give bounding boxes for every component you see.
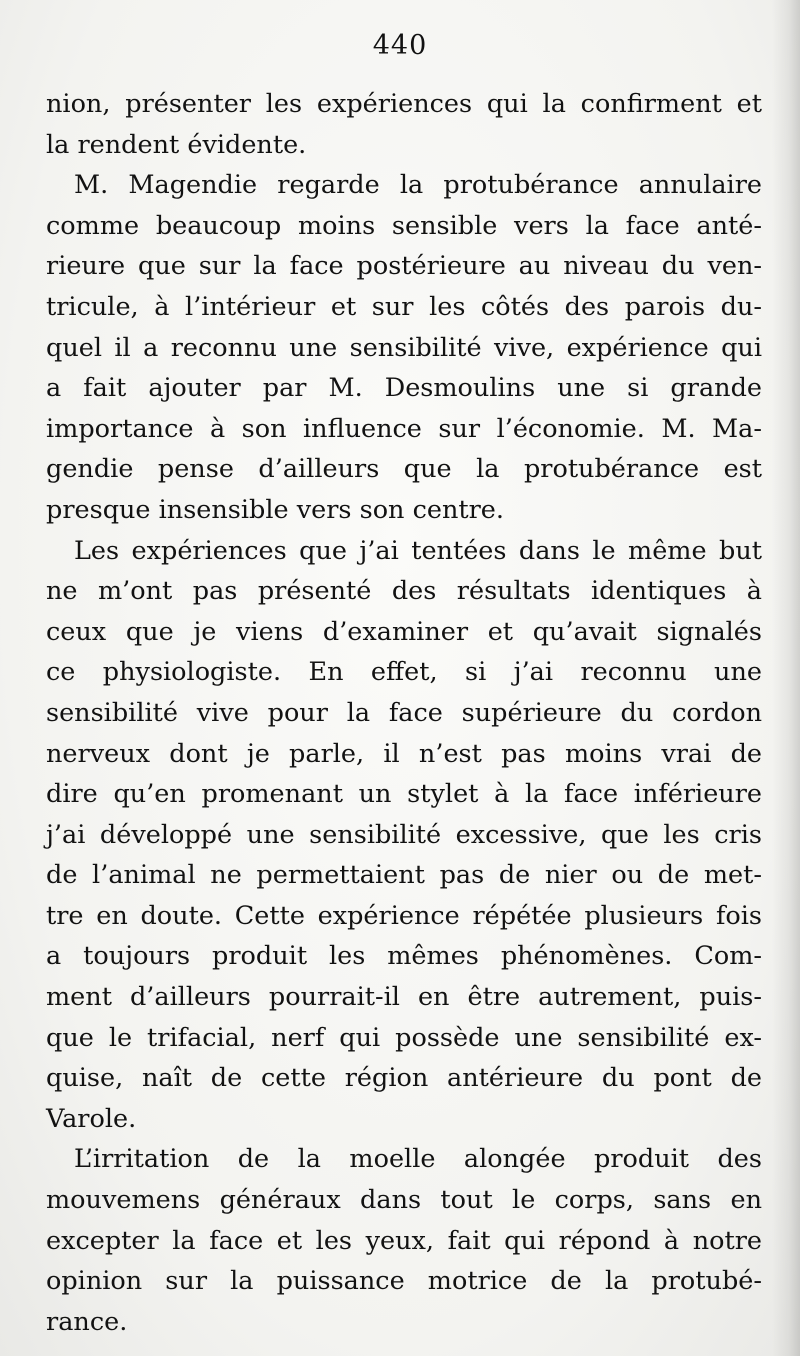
text-line: a fait ajouter par M. Desmoulins une si grande xyxy=(46,373,762,404)
text-line: ne m’ont pas présenté des résultats identiques à xyxy=(46,576,762,607)
text-line: la rendent évidente. xyxy=(46,129,307,160)
text-line: rance. xyxy=(46,1306,128,1337)
text-line: tricule, à l’intérieur et sur les côtés des parois du- xyxy=(46,291,762,322)
page-edge-shadow xyxy=(772,0,800,1356)
text-line: sensibilité vive pour la face supérieure du cordon xyxy=(46,697,762,728)
text-line: que le trifacial, nerf qui possède une sensibilité ex- xyxy=(46,1022,762,1053)
body-text xyxy=(46,84,762,1342)
text-line: comme beaucoup moins sensible vers la face anté- xyxy=(46,210,762,241)
paragraph xyxy=(46,165,762,530)
text-line: Varole. xyxy=(46,1103,137,1134)
text-line: mouvemens généraux dans tout le corps, sans en xyxy=(46,1185,762,1216)
text-line: a toujours produit les mêmes phénomènes. Com- xyxy=(46,941,762,972)
text-line: rieure que sur la face postérieure au niveau du ven- xyxy=(46,251,762,282)
paragraph xyxy=(46,84,762,165)
text-line: gendie pense d’ailleurs que la protubérance est xyxy=(46,454,762,485)
paragraph xyxy=(46,531,762,1140)
text-line: ce physiologiste. En effet, si j’ai reconnu une xyxy=(46,657,762,688)
text-line: ment d’ailleurs pourrait-il en être autrement, puis- xyxy=(46,982,762,1013)
text-line: excepter la face et les yeux, fait qui répond à notre xyxy=(46,1225,762,1256)
text-line: quel il a reconnu une sensibilité vive, expérience qui xyxy=(46,332,762,363)
text-line: ceux que je viens d’examiner et qu’avait signalés xyxy=(46,616,762,647)
text-line: j’ai développé une sensibilité excessive, que les cris xyxy=(46,819,762,850)
text-line: tre en doute. Cette expérience répétée plusieurs fois xyxy=(46,900,762,931)
text-line: opinion sur la puissance motrice de la protubé- xyxy=(46,1266,762,1297)
text-line: quise, naît de cette région antérieure du pont de xyxy=(46,1063,762,1094)
text-line: nion, présenter les expériences qui la confirment et xyxy=(46,89,762,119)
text-line: presque insensible vers son centre. xyxy=(46,494,505,525)
text-line: nerveux dont je parle, il n’est pas moins vrai de xyxy=(46,738,762,769)
text-line: Les expériences que j’ai tentées dans le même but xyxy=(74,535,762,566)
paragraph xyxy=(46,1139,762,1342)
text-line: dire qu’en promenant un stylet à la face inférieure xyxy=(46,779,762,810)
text-line: L’irritation de la moelle alongée produit des xyxy=(74,1144,762,1175)
text-line: importance à son influence sur l’économie. M. Ma- xyxy=(46,413,762,444)
text-line: de l’animal ne permettaient pas de nier ou de met- xyxy=(46,860,762,891)
text-line: M. Magendie regarde la protubérance annulaire xyxy=(74,170,762,201)
page-number: 440 xyxy=(372,30,428,61)
